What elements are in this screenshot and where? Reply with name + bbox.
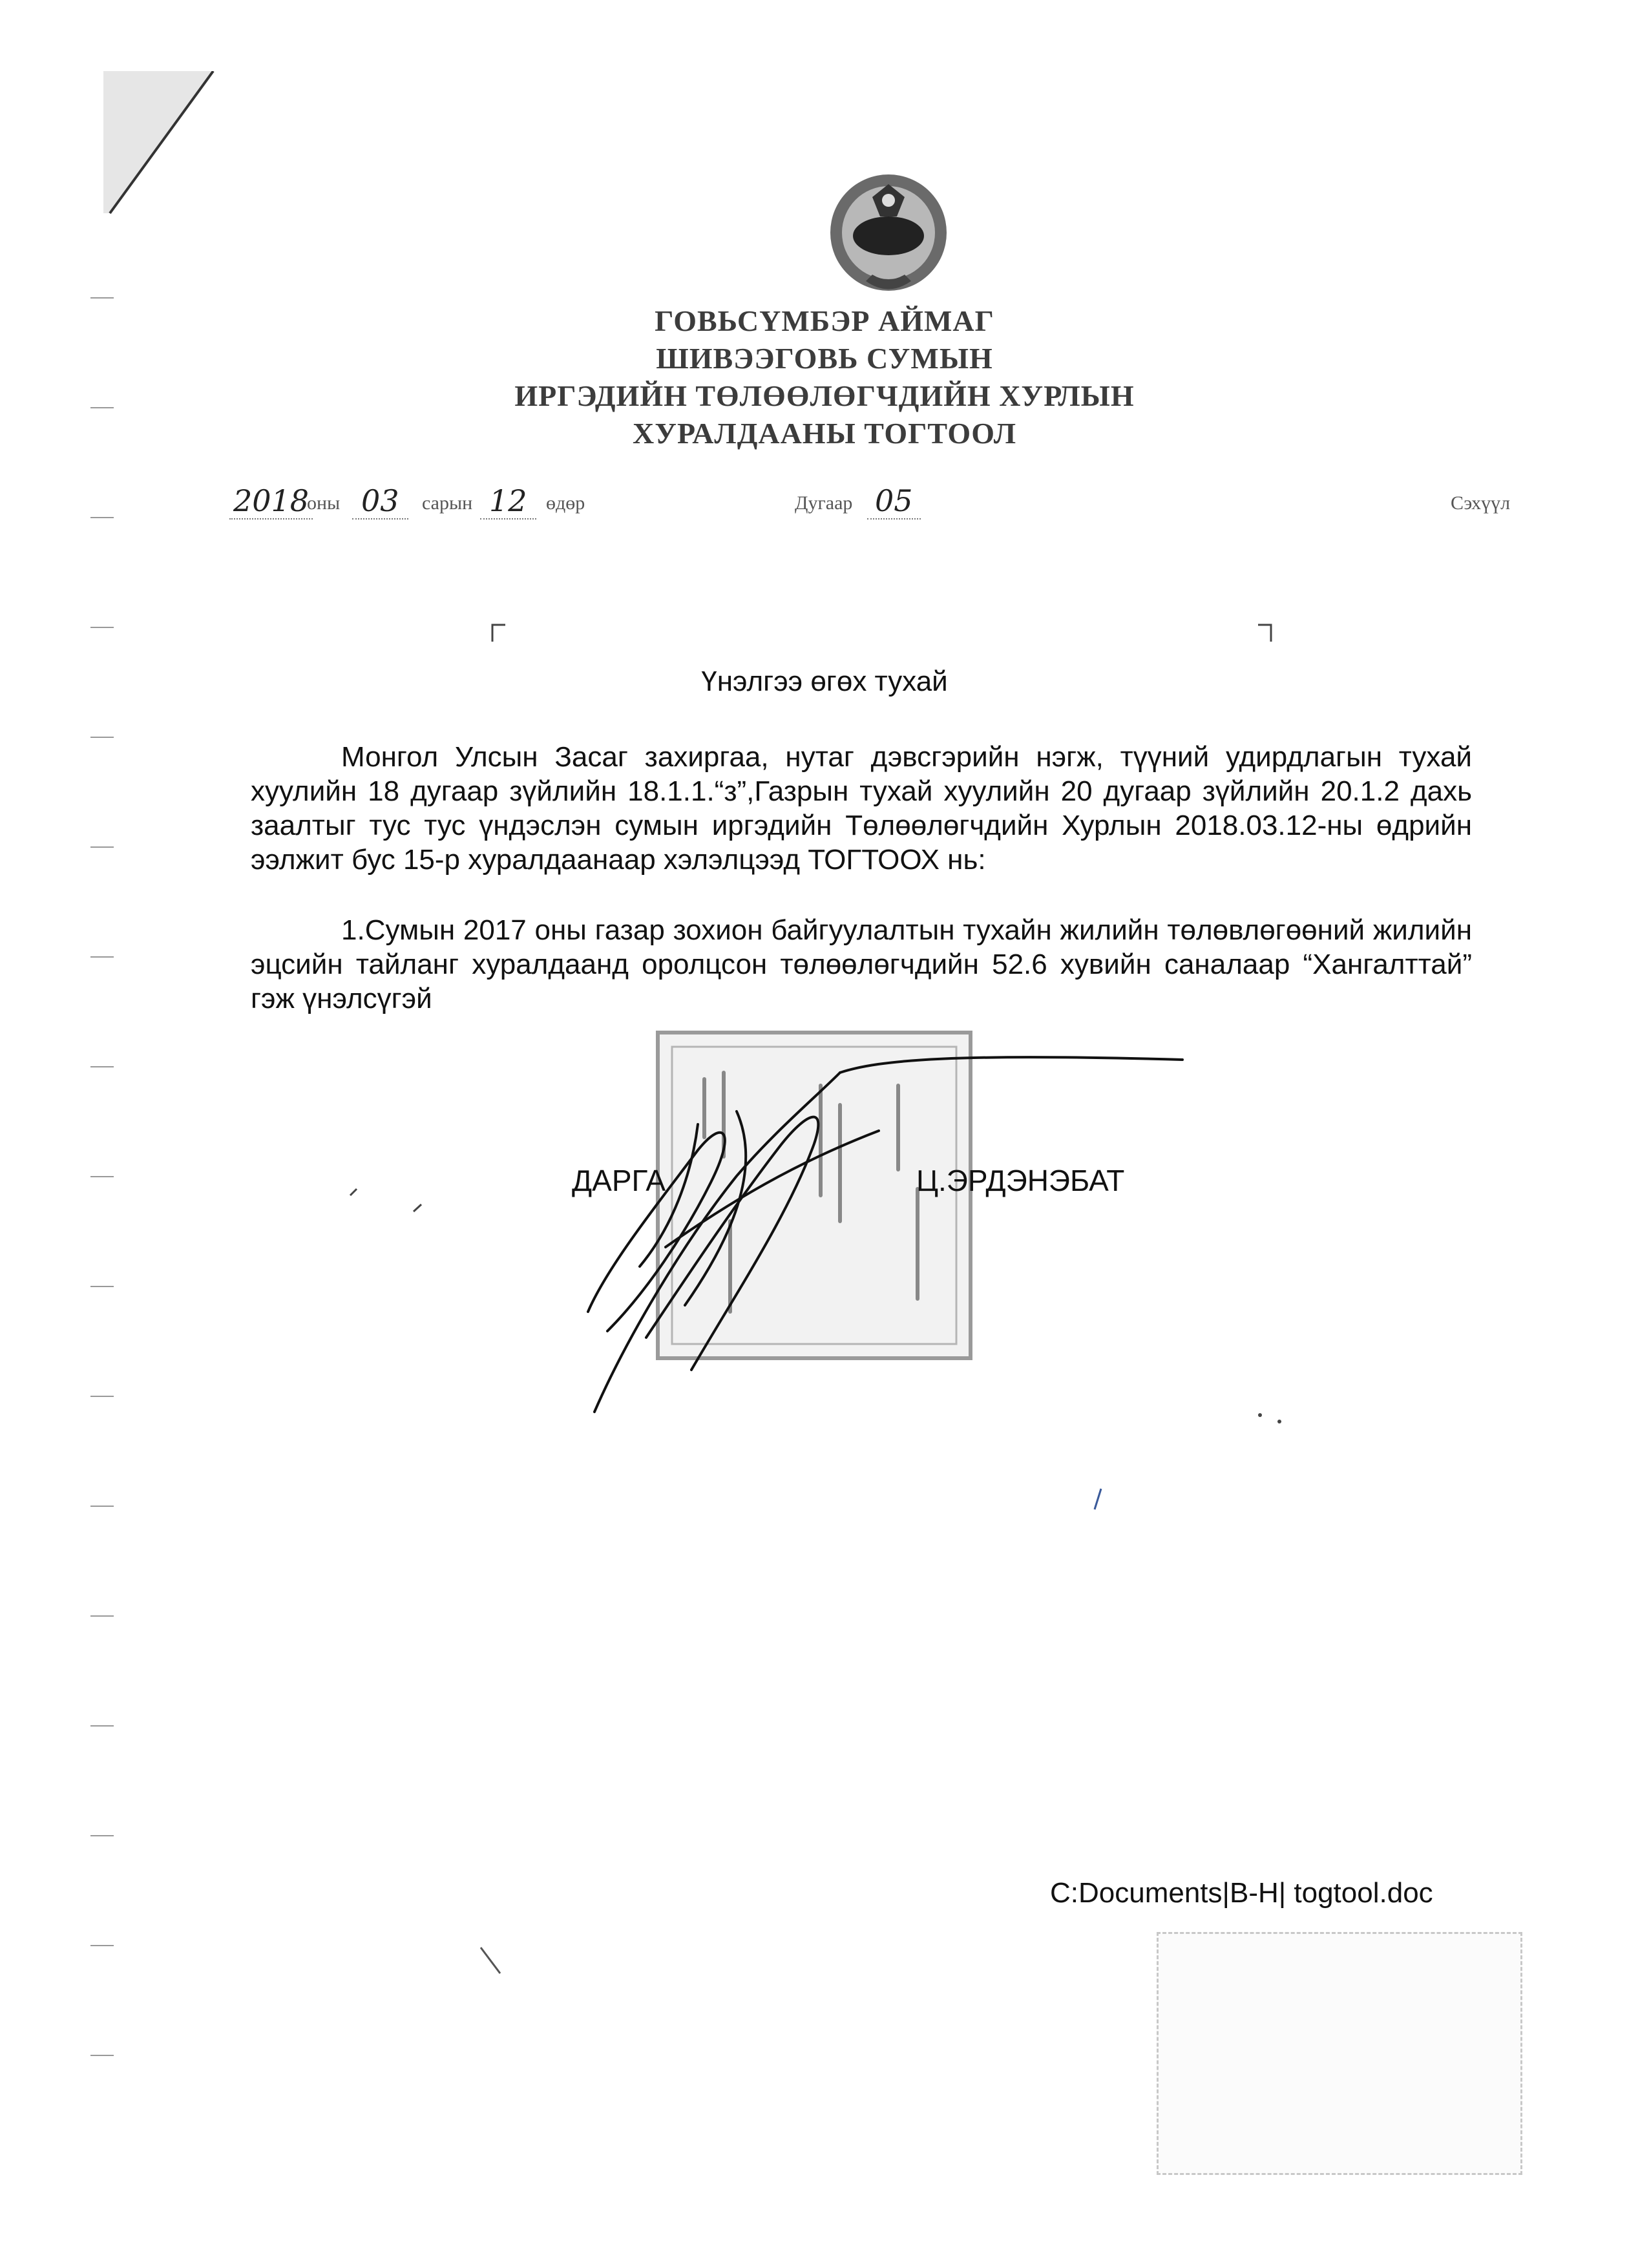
date-month-label: сарын (422, 492, 473, 514)
date-field (229, 483, 591, 520)
document-number-field (795, 483, 976, 520)
signatory-position: ДАРГА (572, 1164, 666, 1197)
signatory-name: Ц.ЭРДЭНЭБАТ (916, 1164, 1125, 1197)
folded-corner (103, 71, 220, 220)
resolution-preamble: Монгол Улсын Засаг захиргаа, нутаг дэвсгэрийн нэгж, түүний удирдлагын тухай хуулийн 18 дугаар зүйлийн 18.1.1.“з”,Газрын тухай хуулийн 20 дугаар зүйлийн 20.1.2 дахь заалтыг тус тус үндэслэн сумын иргэдийн Төлөөлөгчдийн Хурлын 2018.03.12-ны өдрийн ээлжит бус 15-р хуралдаанаар хэлэлцээд ТОГТООХ нь: (251, 741, 1472, 876)
resolution-item-1: 1.Сумын 2017 оны газар зохион байгуулалтын тухайн жилийн төлөвлөгөөний жилийн эцсийн тайланг хуралдаанд оролцсон төлөөлөгчдийн 52.6 хувийн саналаар “Хангалттай” гэж үнэлсүгэй (251, 914, 1472, 1014)
header-line-1: ГОВЬСҮМБЭР АЙМАГ (655, 304, 994, 337)
date-year-label: оны (307, 492, 341, 514)
date-day: 12 (480, 483, 536, 520)
faint-stamp-box (1157, 1932, 1522, 2175)
number-label: Дугаар (795, 492, 853, 514)
state-emblem-icon (821, 171, 956, 300)
scan-mark (478, 1945, 504, 1977)
header-line-4: ХУРАЛДААНЫ ТОГТООЛ (633, 417, 1016, 450)
date-month: 03 (352, 483, 408, 520)
place-name: Сэхүүл (1451, 492, 1511, 514)
date-day-label: өдөр (546, 492, 585, 514)
bracket-left-icon (491, 624, 507, 643)
document-title: Үнэлгээ өгөх тухай (701, 666, 948, 697)
date-year: 2018 (229, 483, 313, 520)
header-line-2: ШИВЭЭГОВЬ СУМЫН (656, 342, 993, 375)
header-line-3: ИРГЭДИЙН ТӨЛӨӨЛӨГЧДИЙН ХУРЛЫН (514, 379, 1135, 412)
file-path-footer: C:Documents|B-H| togtool.doc (1050, 1877, 1433, 1909)
handwritten-signature (569, 1034, 1215, 1434)
document-number: 05 (867, 483, 921, 520)
scan-mark (1092, 1486, 1105, 1512)
scan-mark (1254, 1409, 1292, 1434)
scan-mark (349, 1176, 426, 1215)
bracket-right-icon (1257, 624, 1272, 643)
